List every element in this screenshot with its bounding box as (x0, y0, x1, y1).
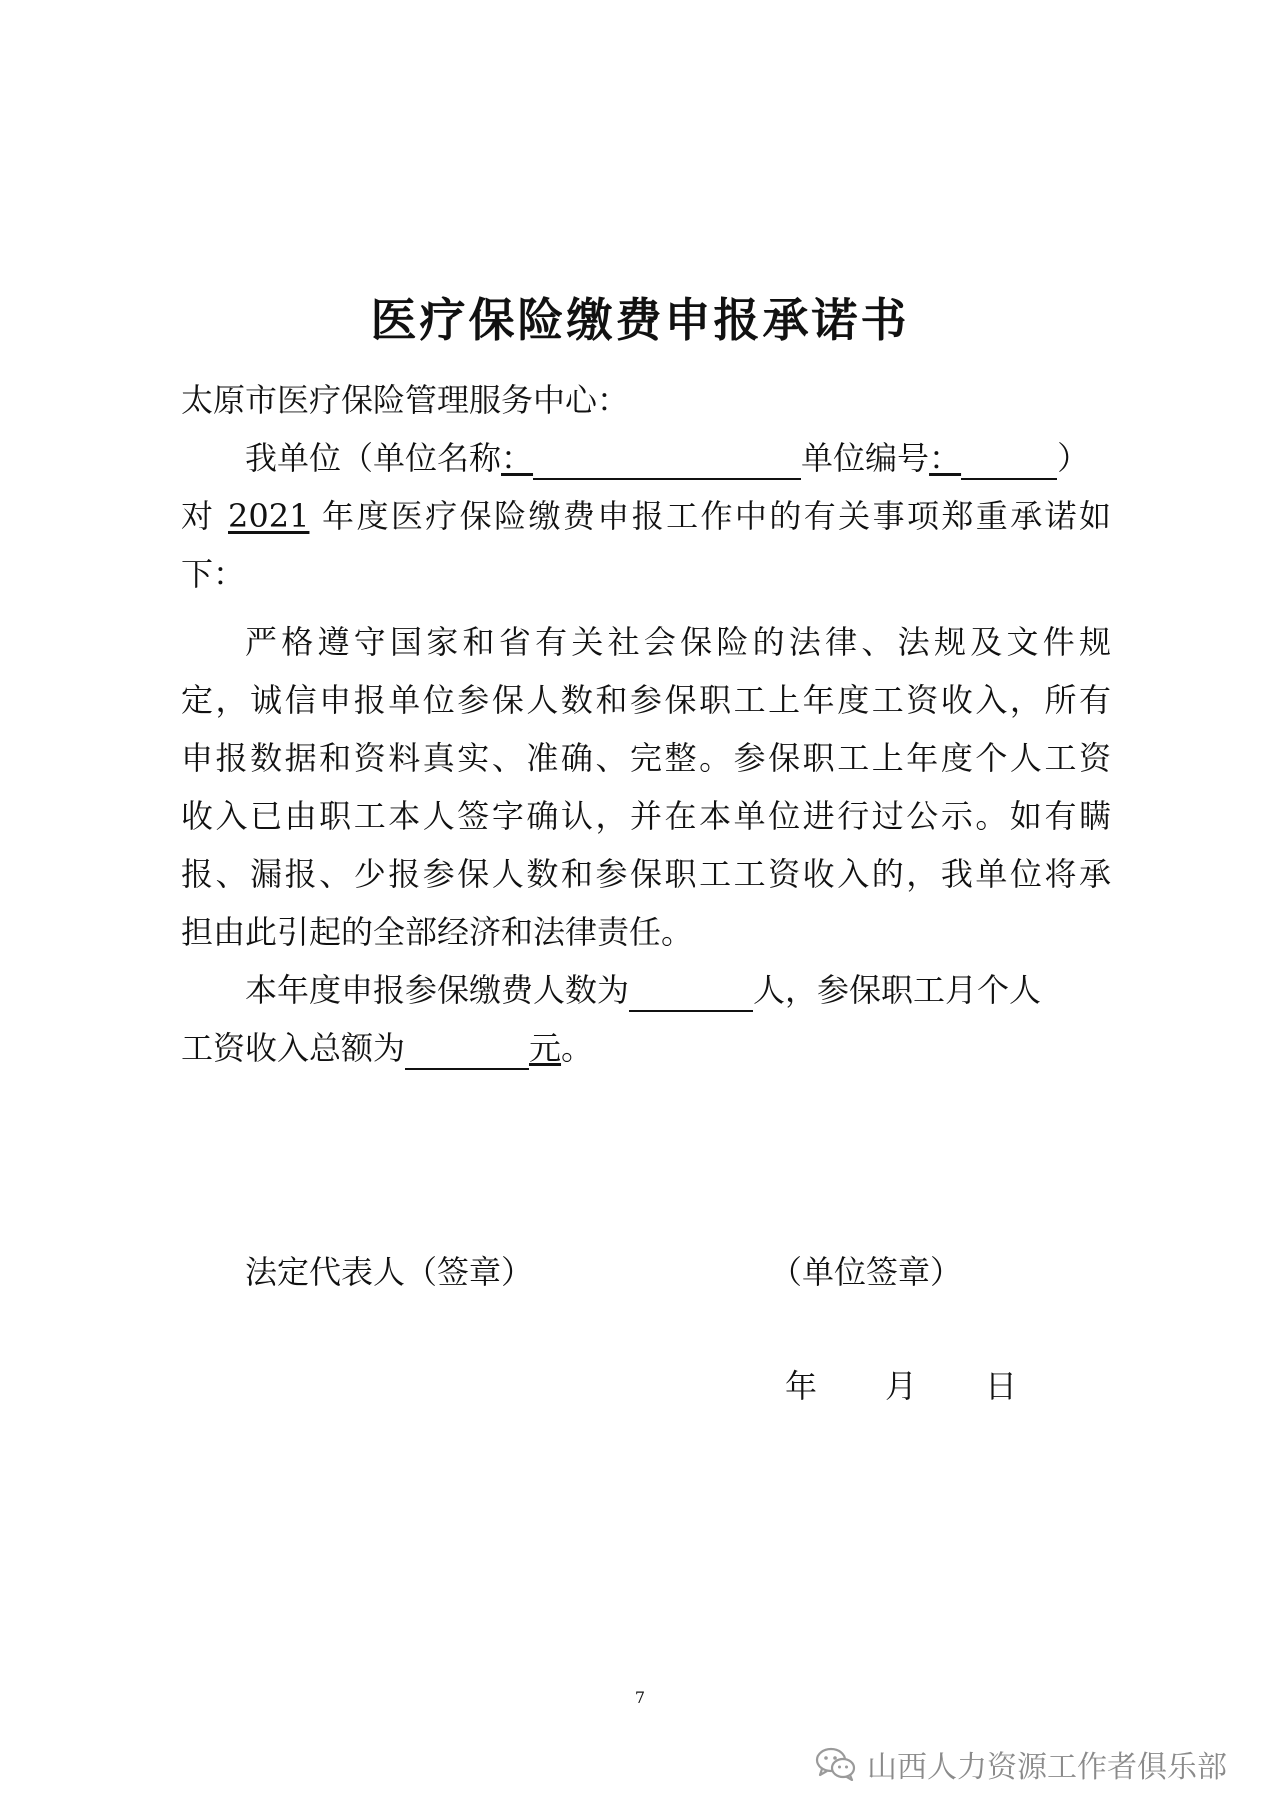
total-line-end: 。 (561, 1029, 594, 1067)
year-line (181, 494, 1111, 538)
paragraph-line: 收入已由职工本人签字确认，并在本单位进行过公示。如有瞒 (181, 797, 1111, 835)
unit-name-blank (533, 444, 801, 480)
unit-number-label: 单位编号 (801, 439, 930, 477)
unit-info-line (181, 436, 1111, 480)
unit-number-colon: ： (929, 439, 962, 477)
addressee: 太原市医疗保险管理服务中心： (181, 381, 630, 419)
headcount-blank (629, 976, 753, 1012)
paragraph-line: 担由此引起的全部经济和法律责任。 (181, 913, 694, 951)
count-line-suffix: 人，参保职工月个人 (753, 971, 1042, 1009)
paragraph-line: 申报数据和资料真实、准确、完整。参保职工上年度个人工资 (181, 739, 1111, 777)
total-amount-blank (405, 1034, 529, 1070)
total-line-prefix: 工资收入总额为 (181, 1029, 406, 1067)
unit-number-blank (961, 444, 1057, 480)
watermark (815, 1742, 1227, 1786)
unit-line-prefix: 我单位（单位名称 (245, 439, 502, 477)
paragraph-line: 定，诚信申报单位参保人数和参保职工上年度工资收入，所有 (181, 681, 1111, 719)
year-line-suffix: 年度医疗保险缴费申报工作中的有关事项郑重承诺如 (322, 497, 1112, 535)
date-month: 月 (885, 1367, 918, 1405)
watermark-text: 山西人力资源工作者俱乐部 (867, 1750, 1227, 1785)
legal-representative-signature: 法定代表人（签章） (245, 1253, 534, 1291)
year-line-prefix: 对 (181, 497, 216, 535)
unit-name-colon: ： (501, 439, 534, 477)
unit-seal: （单位签章） (770, 1253, 963, 1291)
paragraph-line: 报、漏报、少报参保人数和参保职工工资收入的，我单位将承 (181, 855, 1111, 893)
declaration-year: 2021 (228, 497, 310, 535)
wechat-icon (815, 1747, 857, 1781)
total-line (181, 1026, 1111, 1070)
count-line (245, 968, 1111, 1012)
page-number: 7 (634, 1688, 646, 1707)
document-title: 医疗保险缴费申报承诺书 (370, 293, 910, 347)
paragraph-line: 严格遵守国家和省有关社会保险的法律、法规及文件规 (245, 623, 1111, 661)
total-unit: 元 (529, 1029, 562, 1067)
date-day: 日 (985, 1367, 1018, 1405)
year-line-end: 下： (181, 555, 246, 593)
unit-line-suffix: ） (1057, 439, 1090, 477)
count-line-prefix: 本年度申报参保缴费人数为 (245, 971, 630, 1009)
date-year: 年 (785, 1367, 818, 1405)
